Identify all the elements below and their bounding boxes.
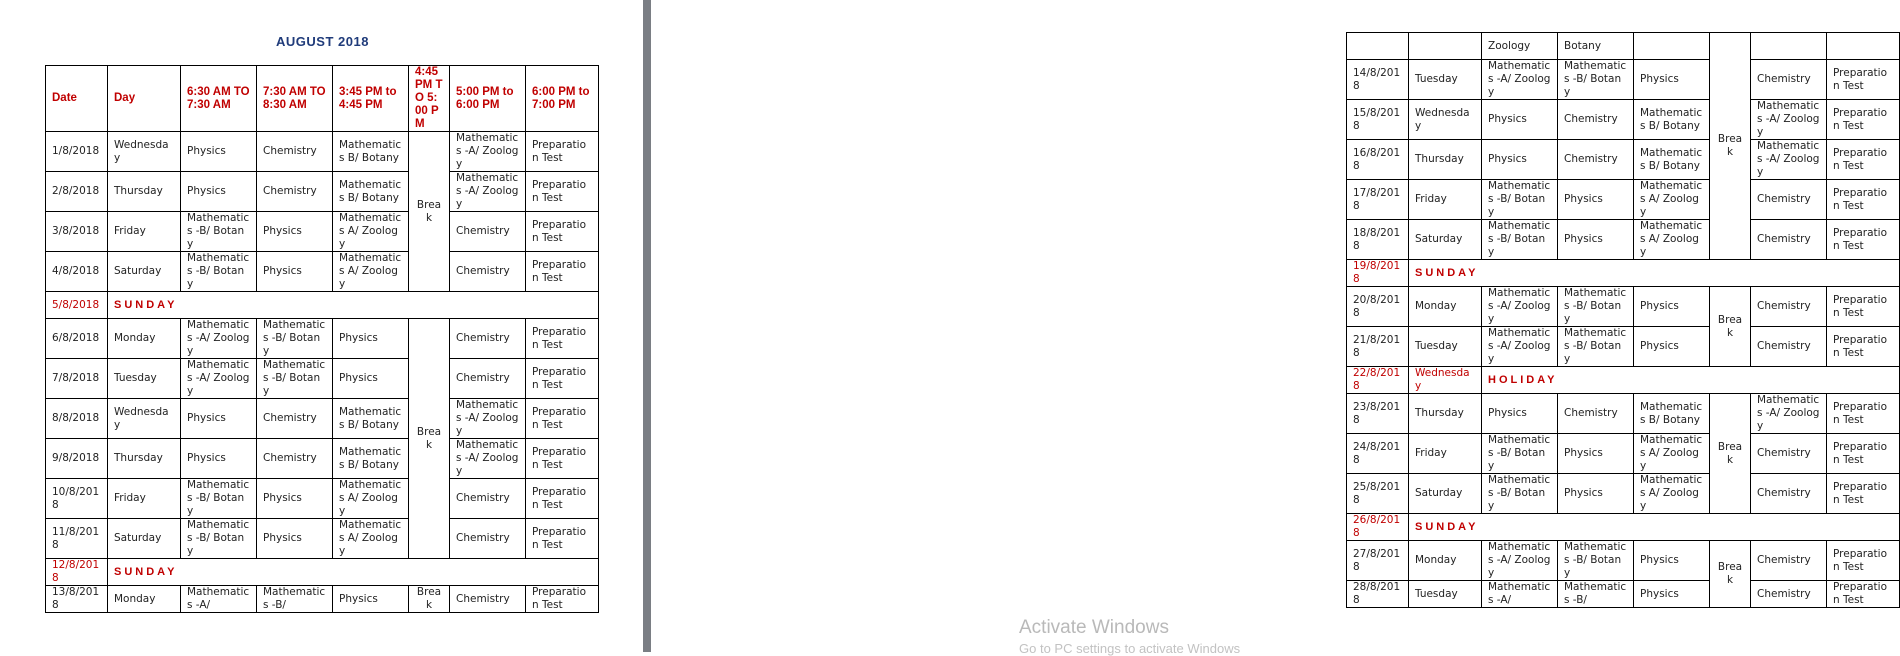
day-cell: Friday xyxy=(1409,180,1482,220)
column-header: Day xyxy=(108,66,181,132)
slot-1-cell: Physics xyxy=(181,132,257,172)
slot-2-cell: Physics xyxy=(257,519,333,559)
slot-5-cell: Chemistry xyxy=(1751,60,1827,100)
slot-3-cell: Mathematics A/ Zoology xyxy=(1634,474,1710,514)
column-header: 6:00 PM to 7:00 PM xyxy=(526,66,599,132)
schedule-table-right xyxy=(1346,32,1900,608)
slot-1-cell: Mathematics -A/ Zoology xyxy=(1482,327,1558,367)
slot-6-cell: Preparation Test xyxy=(1827,394,1900,434)
slot-5-cell: Chemistry xyxy=(1751,541,1827,581)
date-cell xyxy=(1347,33,1409,60)
special-day-row xyxy=(1347,367,1900,394)
date-cell: 6/8/2018 xyxy=(46,319,108,359)
slot-5-cell: Mathematics -A/ Zoology xyxy=(450,132,526,172)
schedule-row xyxy=(46,172,599,212)
day-cell: Tuesday xyxy=(1409,581,1482,608)
break-cell: Break xyxy=(409,319,450,559)
slot-5-cell: Chemistry xyxy=(450,586,526,613)
special-day-row xyxy=(1347,260,1900,287)
date-cell: 14/8/2018 xyxy=(1347,60,1409,100)
slot-6-cell: Preparation Test xyxy=(526,586,599,613)
slot-1-cell: Mathematics -B/ Botany xyxy=(1482,220,1558,260)
schedule-row xyxy=(46,479,599,519)
slot-1-cell: Mathematics -B/ Botany xyxy=(1482,434,1558,474)
date-cell: 21/8/2018 xyxy=(1347,327,1409,367)
column-header: 6:30 AM TO 7:30 AM xyxy=(181,66,257,132)
slot-3-cell: Physics xyxy=(333,319,409,359)
day-cell: Friday xyxy=(108,479,181,519)
day-cell: Friday xyxy=(1409,434,1482,474)
day-cell: Monday xyxy=(108,319,181,359)
day-cell: Monday xyxy=(1409,287,1482,327)
date-cell: 25/8/2018 xyxy=(1347,474,1409,514)
day-cell: Monday xyxy=(1409,541,1482,581)
slot-2-cell: Physics xyxy=(257,252,333,292)
slot-6-cell: Preparation Test xyxy=(526,252,599,292)
slot-1-cell: Mathematics -B/ Botany xyxy=(181,479,257,519)
slot-5-cell xyxy=(1751,33,1827,60)
slot-3-cell: Mathematics A/ Zoology xyxy=(333,252,409,292)
slot-6-cell: Preparation Test xyxy=(526,519,599,559)
slot-5-cell: Chemistry xyxy=(450,252,526,292)
slot-6-cell: Preparation Test xyxy=(1827,287,1900,327)
slot-3-cell: Mathematics B/ Botany xyxy=(333,132,409,172)
slot-6-cell: Preparation Test xyxy=(526,479,599,519)
day-cell: Monday xyxy=(108,586,181,613)
slot-1-cell: Mathematics -B/ Botany xyxy=(1482,180,1558,220)
slot-1-cell: Mathematics -A/ Zoology xyxy=(181,319,257,359)
activate-windows-watermark: Activate Windows xyxy=(1019,617,1169,638)
slot-5-cell: Chemistry xyxy=(1751,287,1827,327)
slot-3-cell: Mathematics B/ Botany xyxy=(333,172,409,212)
page-title: AUGUST 2018 xyxy=(276,34,369,49)
slot-1-cell: Physics xyxy=(181,399,257,439)
day-cell: Wednesday xyxy=(1409,100,1482,140)
schedule-row xyxy=(46,319,599,359)
slot-1-cell: Physics xyxy=(1482,100,1558,140)
slot-3-cell: Mathematics A/ Zoology xyxy=(1634,434,1710,474)
slot-1-cell: Physics xyxy=(1482,394,1558,434)
slot-2-cell: Chemistry xyxy=(1558,100,1634,140)
slot-2-cell: Mathematics -B/ Botany xyxy=(1558,287,1634,327)
schedule-row xyxy=(1347,541,1900,581)
schedule-row xyxy=(1347,60,1900,100)
day-cell: Tuesday xyxy=(1409,327,1482,367)
slot-1-cell: Zoology xyxy=(1482,33,1558,60)
slot-3-cell: Physics xyxy=(333,359,409,399)
slot-6-cell: Preparation Test xyxy=(526,319,599,359)
slot-2-cell: Physics xyxy=(1558,434,1634,474)
left-document-page xyxy=(0,0,642,652)
slot-1-cell: Mathematics -A/ Zoology xyxy=(181,359,257,399)
holiday-label: HOLIDAY xyxy=(1482,367,1900,394)
date-cell: 20/8/2018 xyxy=(1347,287,1409,327)
break-cell: Break xyxy=(409,132,450,292)
slot-5-cell: Mathematics -A/ Zoology xyxy=(450,172,526,212)
slot-2-cell: Chemistry xyxy=(257,132,333,172)
slot-3-cell: Physics xyxy=(1634,287,1710,327)
schedule-row xyxy=(1347,140,1900,180)
date-cell: 28/8/2018 xyxy=(1347,581,1409,608)
slot-5-cell: Chemistry xyxy=(450,359,526,399)
slot-1-cell: Mathematics -B/ Botany xyxy=(181,212,257,252)
column-header: 3:45 PM to 4:45 PM xyxy=(333,66,409,132)
date-cell: 16/8/2018 xyxy=(1347,140,1409,180)
slot-5-cell: Chemistry xyxy=(1751,434,1827,474)
slot-1-cell: Physics xyxy=(181,439,257,479)
slot-6-cell: Preparation Test xyxy=(1827,180,1900,220)
schedule-row xyxy=(46,519,599,559)
slot-2-cell: Physics xyxy=(1558,180,1634,220)
slot-3-cell: Mathematics B/ Botany xyxy=(333,439,409,479)
slot-6-cell: Preparation Test xyxy=(1827,474,1900,514)
schedule-row xyxy=(46,439,599,479)
date-cell: 17/8/2018 xyxy=(1347,180,1409,220)
break-cell: Break xyxy=(1710,394,1751,514)
slot-6-cell: Preparation Test xyxy=(526,212,599,252)
slot-3-cell: Mathematics B/ Botany xyxy=(333,399,409,439)
schedule-row xyxy=(1347,180,1900,220)
slot-3-cell: Mathematics B/ Botany xyxy=(1634,140,1710,180)
date-cell: 3/8/2018 xyxy=(46,212,108,252)
schedule-row xyxy=(46,399,599,439)
slot-6-cell: Preparation Test xyxy=(1827,60,1900,100)
slot-1-cell: Mathematics -B/ Botany xyxy=(1482,474,1558,514)
right-document-page xyxy=(651,0,1888,652)
slot-2-cell: Chemistry xyxy=(1558,394,1634,434)
column-header: 5:00 PM to 6:00 PM xyxy=(450,66,526,132)
schedule-row xyxy=(1347,434,1900,474)
slot-1-cell: Mathematics -B/ Botany xyxy=(181,519,257,559)
slot-2-cell: Mathematics -B/ xyxy=(257,586,333,613)
slot-2-cell: Mathematics -B/ Botany xyxy=(1558,60,1634,100)
slot-6-cell xyxy=(1827,33,1900,60)
day-cell: Thursday xyxy=(108,172,181,212)
slot-1-cell: Mathematics -A/ Zoology xyxy=(1482,287,1558,327)
schedule-row xyxy=(1347,327,1900,367)
slot-5-cell: Chemistry xyxy=(450,519,526,559)
slot-2-cell: Mathematics -B/ xyxy=(1558,581,1634,608)
column-header: 4:45 PM TO 5:00 PM xyxy=(409,66,450,132)
header-row xyxy=(46,66,599,132)
date-cell: 12/8/2018 xyxy=(46,559,108,586)
slot-6-cell: Preparation Test xyxy=(1827,220,1900,260)
slot-2-cell: Chemistry xyxy=(257,399,333,439)
special-day-row xyxy=(1347,514,1900,541)
slot-2-cell: Mathematics -B/ Botany xyxy=(1558,541,1634,581)
date-cell: 10/8/2018 xyxy=(46,479,108,519)
slot-5-cell: Chemistry xyxy=(1751,581,1827,608)
slot-5-cell: Mathematics -A/ Zoology xyxy=(450,399,526,439)
day-cell: Wednesday xyxy=(108,132,181,172)
date-cell: 19/8/2018 xyxy=(1347,260,1409,287)
schedule-row xyxy=(1347,287,1900,327)
break-cell: Break xyxy=(1710,541,1751,608)
slot-3-cell: Physics xyxy=(1634,60,1710,100)
slot-5-cell: Chemistry xyxy=(1751,474,1827,514)
slot-2-cell: Physics xyxy=(257,479,333,519)
date-cell: 13/8/2018 xyxy=(46,586,108,613)
break-cell: Break xyxy=(1710,287,1751,367)
page-divider xyxy=(643,0,651,652)
sunday-label: SUNDAY xyxy=(1409,260,1900,287)
slot-3-cell: Mathematics A/ Zoology xyxy=(333,519,409,559)
date-cell: 18/8/2018 xyxy=(1347,220,1409,260)
slot-5-cell: Mathematics -A/ Zoology xyxy=(1751,100,1827,140)
schedule-row xyxy=(46,359,599,399)
date-cell: 23/8/2018 xyxy=(1347,394,1409,434)
schedule-row xyxy=(1347,474,1900,514)
date-cell: 7/8/2018 xyxy=(46,359,108,399)
special-day-row xyxy=(46,559,599,586)
slot-2-cell: Botany xyxy=(1558,33,1634,60)
schedule-row xyxy=(1347,33,1900,60)
slot-6-cell: Preparation Test xyxy=(526,359,599,399)
schedule-row xyxy=(1347,100,1900,140)
date-cell: 26/8/2018 xyxy=(1347,514,1409,541)
day-cell: Wednesday xyxy=(108,399,181,439)
day-cell: Saturday xyxy=(108,252,181,292)
slot-2-cell: Mathematics -B/ Botany xyxy=(257,319,333,359)
slot-3-cell: Physics xyxy=(1634,581,1710,608)
slot-2-cell: Chemistry xyxy=(257,172,333,212)
slot-2-cell: Chemistry xyxy=(257,439,333,479)
date-cell: 5/8/2018 xyxy=(46,292,108,319)
sunday-label: SUNDAY xyxy=(108,559,599,586)
slot-3-cell: Mathematics B/ Botany xyxy=(1634,394,1710,434)
date-cell: 22/8/2018 xyxy=(1347,367,1409,394)
slot-1-cell: Physics xyxy=(1482,140,1558,180)
schedule-row xyxy=(1347,220,1900,260)
day-cell: Tuesday xyxy=(108,359,181,399)
slot-1-cell: Mathematics -B/ Botany xyxy=(181,252,257,292)
schedule-row xyxy=(46,212,599,252)
slot-3-cell xyxy=(1634,33,1710,60)
slot-6-cell: Preparation Test xyxy=(1827,541,1900,581)
day-cell: Friday xyxy=(108,212,181,252)
slot-2-cell: Physics xyxy=(1558,220,1634,260)
date-cell: 27/8/2018 xyxy=(1347,541,1409,581)
day-cell: Saturday xyxy=(1409,474,1482,514)
schedule-row xyxy=(1347,581,1900,608)
day-cell: Thursday xyxy=(1409,140,1482,180)
schedule-row xyxy=(46,252,599,292)
slot-5-cell: Chemistry xyxy=(1751,220,1827,260)
schedule-row xyxy=(46,132,599,172)
day-cell: Wednesday xyxy=(1409,367,1482,394)
slot-2-cell: Physics xyxy=(257,212,333,252)
slot-6-cell: Preparation Test xyxy=(1827,327,1900,367)
date-cell: 2/8/2018 xyxy=(46,172,108,212)
slot-5-cell: Mathematics -A/ Zoology xyxy=(1751,394,1827,434)
slot-1-cell: Mathematics -A/ Zoology xyxy=(1482,541,1558,581)
slot-5-cell: Mathematics -A/ Zoology xyxy=(450,439,526,479)
slot-2-cell: Mathematics -B/ Botany xyxy=(1558,327,1634,367)
slot-6-cell: Preparation Test xyxy=(526,132,599,172)
special-day-row xyxy=(46,292,599,319)
date-cell: 1/8/2018 xyxy=(46,132,108,172)
sunday-label: SUNDAY xyxy=(1409,514,1900,541)
date-cell: 9/8/2018 xyxy=(46,439,108,479)
slot-3-cell: Mathematics A/ Zoology xyxy=(1634,220,1710,260)
sunday-label: SUNDAY xyxy=(108,292,599,319)
slot-3-cell: Physics xyxy=(1634,541,1710,581)
slot-6-cell: Preparation Test xyxy=(526,172,599,212)
break-cell: Break xyxy=(1710,33,1751,260)
column-header: 7:30 AM TO 8:30 AM xyxy=(257,66,333,132)
slot-2-cell: Physics xyxy=(1558,474,1634,514)
break-cell: Break xyxy=(409,586,450,613)
date-cell: 4/8/2018 xyxy=(46,252,108,292)
slot-6-cell: Preparation Test xyxy=(1827,434,1900,474)
day-cell xyxy=(1409,33,1482,60)
slot-1-cell: Mathematics -A/ Zoology xyxy=(1482,60,1558,100)
slot-3-cell: Physics xyxy=(1634,327,1710,367)
slot-6-cell: Preparation Test xyxy=(526,399,599,439)
slot-5-cell: Chemistry xyxy=(450,212,526,252)
slot-2-cell: Mathematics -B/ Botany xyxy=(257,359,333,399)
day-cell: Saturday xyxy=(1409,220,1482,260)
activate-windows-hint: Go to PC settings to activate Windows xyxy=(1019,641,1241,656)
date-cell: 24/8/2018 xyxy=(1347,434,1409,474)
slot-6-cell: Preparation Test xyxy=(1827,140,1900,180)
slot-3-cell: Mathematics A/ Zoology xyxy=(1634,180,1710,220)
slot-1-cell: Physics xyxy=(181,172,257,212)
slot-5-cell: Chemistry xyxy=(450,319,526,359)
date-cell: 11/8/2018 xyxy=(46,519,108,559)
slot-3-cell: Mathematics B/ Botany xyxy=(1634,100,1710,140)
date-cell: 15/8/2018 xyxy=(1347,100,1409,140)
day-cell: Thursday xyxy=(1409,394,1482,434)
slot-6-cell: Preparation Test xyxy=(1827,581,1900,608)
slot-2-cell: Chemistry xyxy=(1558,140,1634,180)
day-cell: Tuesday xyxy=(1409,60,1482,100)
slot-6-cell: Preparation Test xyxy=(1827,100,1900,140)
slot-1-cell: Mathematics -A/ xyxy=(181,586,257,613)
schedule-row xyxy=(1347,394,1900,434)
date-cell: 8/8/2018 xyxy=(46,399,108,439)
slot-3-cell: Mathematics A/ Zoology xyxy=(333,212,409,252)
slot-3-cell: Mathematics A/ Zoology xyxy=(333,479,409,519)
slot-5-cell: Mathematics -A/ Zoology xyxy=(1751,140,1827,180)
slot-1-cell: Mathematics -A/ xyxy=(1482,581,1558,608)
schedule-table-left xyxy=(45,65,599,613)
column-header: Date xyxy=(46,66,108,132)
slot-6-cell: Preparation Test xyxy=(526,439,599,479)
day-cell: Thursday xyxy=(108,439,181,479)
day-cell: Saturday xyxy=(108,519,181,559)
slot-5-cell: Chemistry xyxy=(450,479,526,519)
slot-5-cell: Chemistry xyxy=(1751,180,1827,220)
slot-3-cell: Physics xyxy=(333,586,409,613)
slot-5-cell: Chemistry xyxy=(1751,327,1827,367)
schedule-row xyxy=(46,586,599,613)
